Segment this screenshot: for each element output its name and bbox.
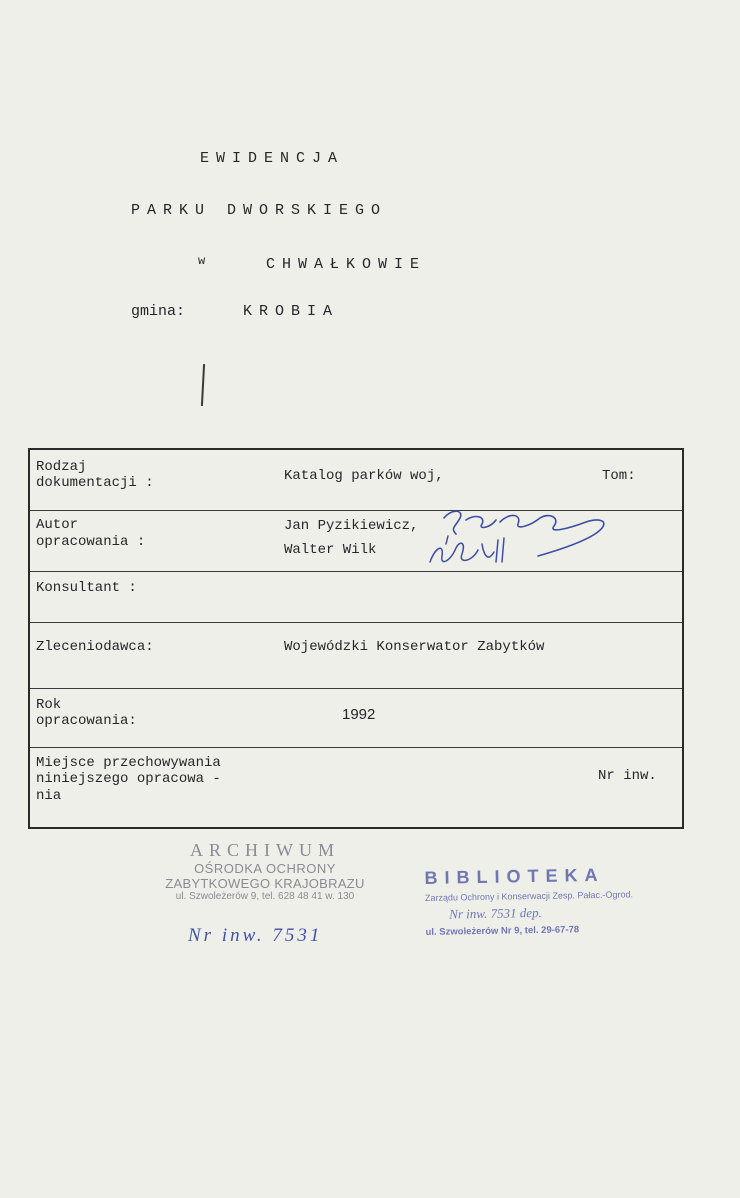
biblioteka-stamp-address: ul. Szwoleżerów Nr 9, tel. 29-67-78 bbox=[425, 924, 580, 938]
rodzaj-label-line1: Rodzaj bbox=[36, 459, 87, 475]
archiwum-stamp-line3: ZABYTKOWEGO KRAJOBRAZU bbox=[165, 876, 365, 891]
archiwum-handwritten-inventory-number: Nr inw. 7531 bbox=[188, 925, 323, 946]
archiwum-stamp-address: ul. Szwoleżerów 9, tel. 628 48 41 w. 130 bbox=[175, 891, 355, 902]
autor-label-line2: opracowania : bbox=[36, 534, 146, 550]
row-divider bbox=[30, 622, 682, 623]
autor-name-1: Jan Pyzikiewicz, bbox=[284, 518, 419, 534]
miejsce-label-line2: niniejszego opracowa - bbox=[36, 771, 221, 787]
row-divider bbox=[30, 688, 682, 689]
title-prefix-w: w bbox=[198, 254, 213, 268]
rok-label-line1: Rok bbox=[36, 697, 62, 713]
autor-name-2: Walter Wilk bbox=[284, 542, 377, 558]
gmina-label: gmina: bbox=[131, 303, 186, 320]
title-ewidencja: EWIDENCJA bbox=[200, 150, 345, 167]
title-parku-dworskiego: PARKU DWORSKIEGO bbox=[131, 202, 388, 219]
konsultant-label: Konsultant : bbox=[36, 580, 137, 596]
biblioteka-stamp-title: BIBLIOTEKA bbox=[424, 864, 605, 888]
handwritten-signatures bbox=[410, 504, 620, 574]
rodzaj-label-line2: dokumentacji : bbox=[36, 475, 154, 491]
biblioteka-stamp-inventory: Nr inw. 7531 dep. bbox=[449, 904, 542, 922]
archiwum-stamp-title: ARCHIWUM bbox=[190, 840, 340, 860]
biblioteka-stamp-line2: Zarządu Ochrony i Konserwacji Zesp. Pałac.-Ogrod. bbox=[424, 889, 634, 903]
archiwum-stamp bbox=[160, 840, 370, 902]
rok-value: 1992 bbox=[342, 706, 376, 723]
rodzaj-value: Katalog parków woj, bbox=[284, 468, 444, 484]
rok-label-line2: opracowania: bbox=[36, 713, 137, 729]
biblioteka-stamp bbox=[424, 864, 650, 938]
zleceniodawca-value: Wojewódzki Konserwator Zabytków bbox=[284, 639, 545, 655]
title-chwalkowie: CHWAŁKOWIE bbox=[266, 256, 427, 273]
tom-label: Tom: bbox=[602, 468, 636, 484]
documentation-form-table bbox=[28, 448, 684, 829]
row-divider bbox=[30, 747, 682, 748]
pen-stroke-mark bbox=[201, 364, 205, 406]
archiwum-stamp-line2: OŚRODKA OCHRONY bbox=[194, 861, 336, 876]
miejsce-label-line3: nia bbox=[36, 788, 62, 804]
autor-label-line1: Autor bbox=[36, 517, 79, 533]
gmina-value: KROBIA bbox=[243, 303, 340, 320]
miejsce-label-line1: Miejsce przechowywania bbox=[36, 755, 221, 771]
zleceniodawca-label: Zleceniodawca: bbox=[36, 639, 154, 655]
nr-inw-label: Nr inw. bbox=[598, 768, 657, 784]
